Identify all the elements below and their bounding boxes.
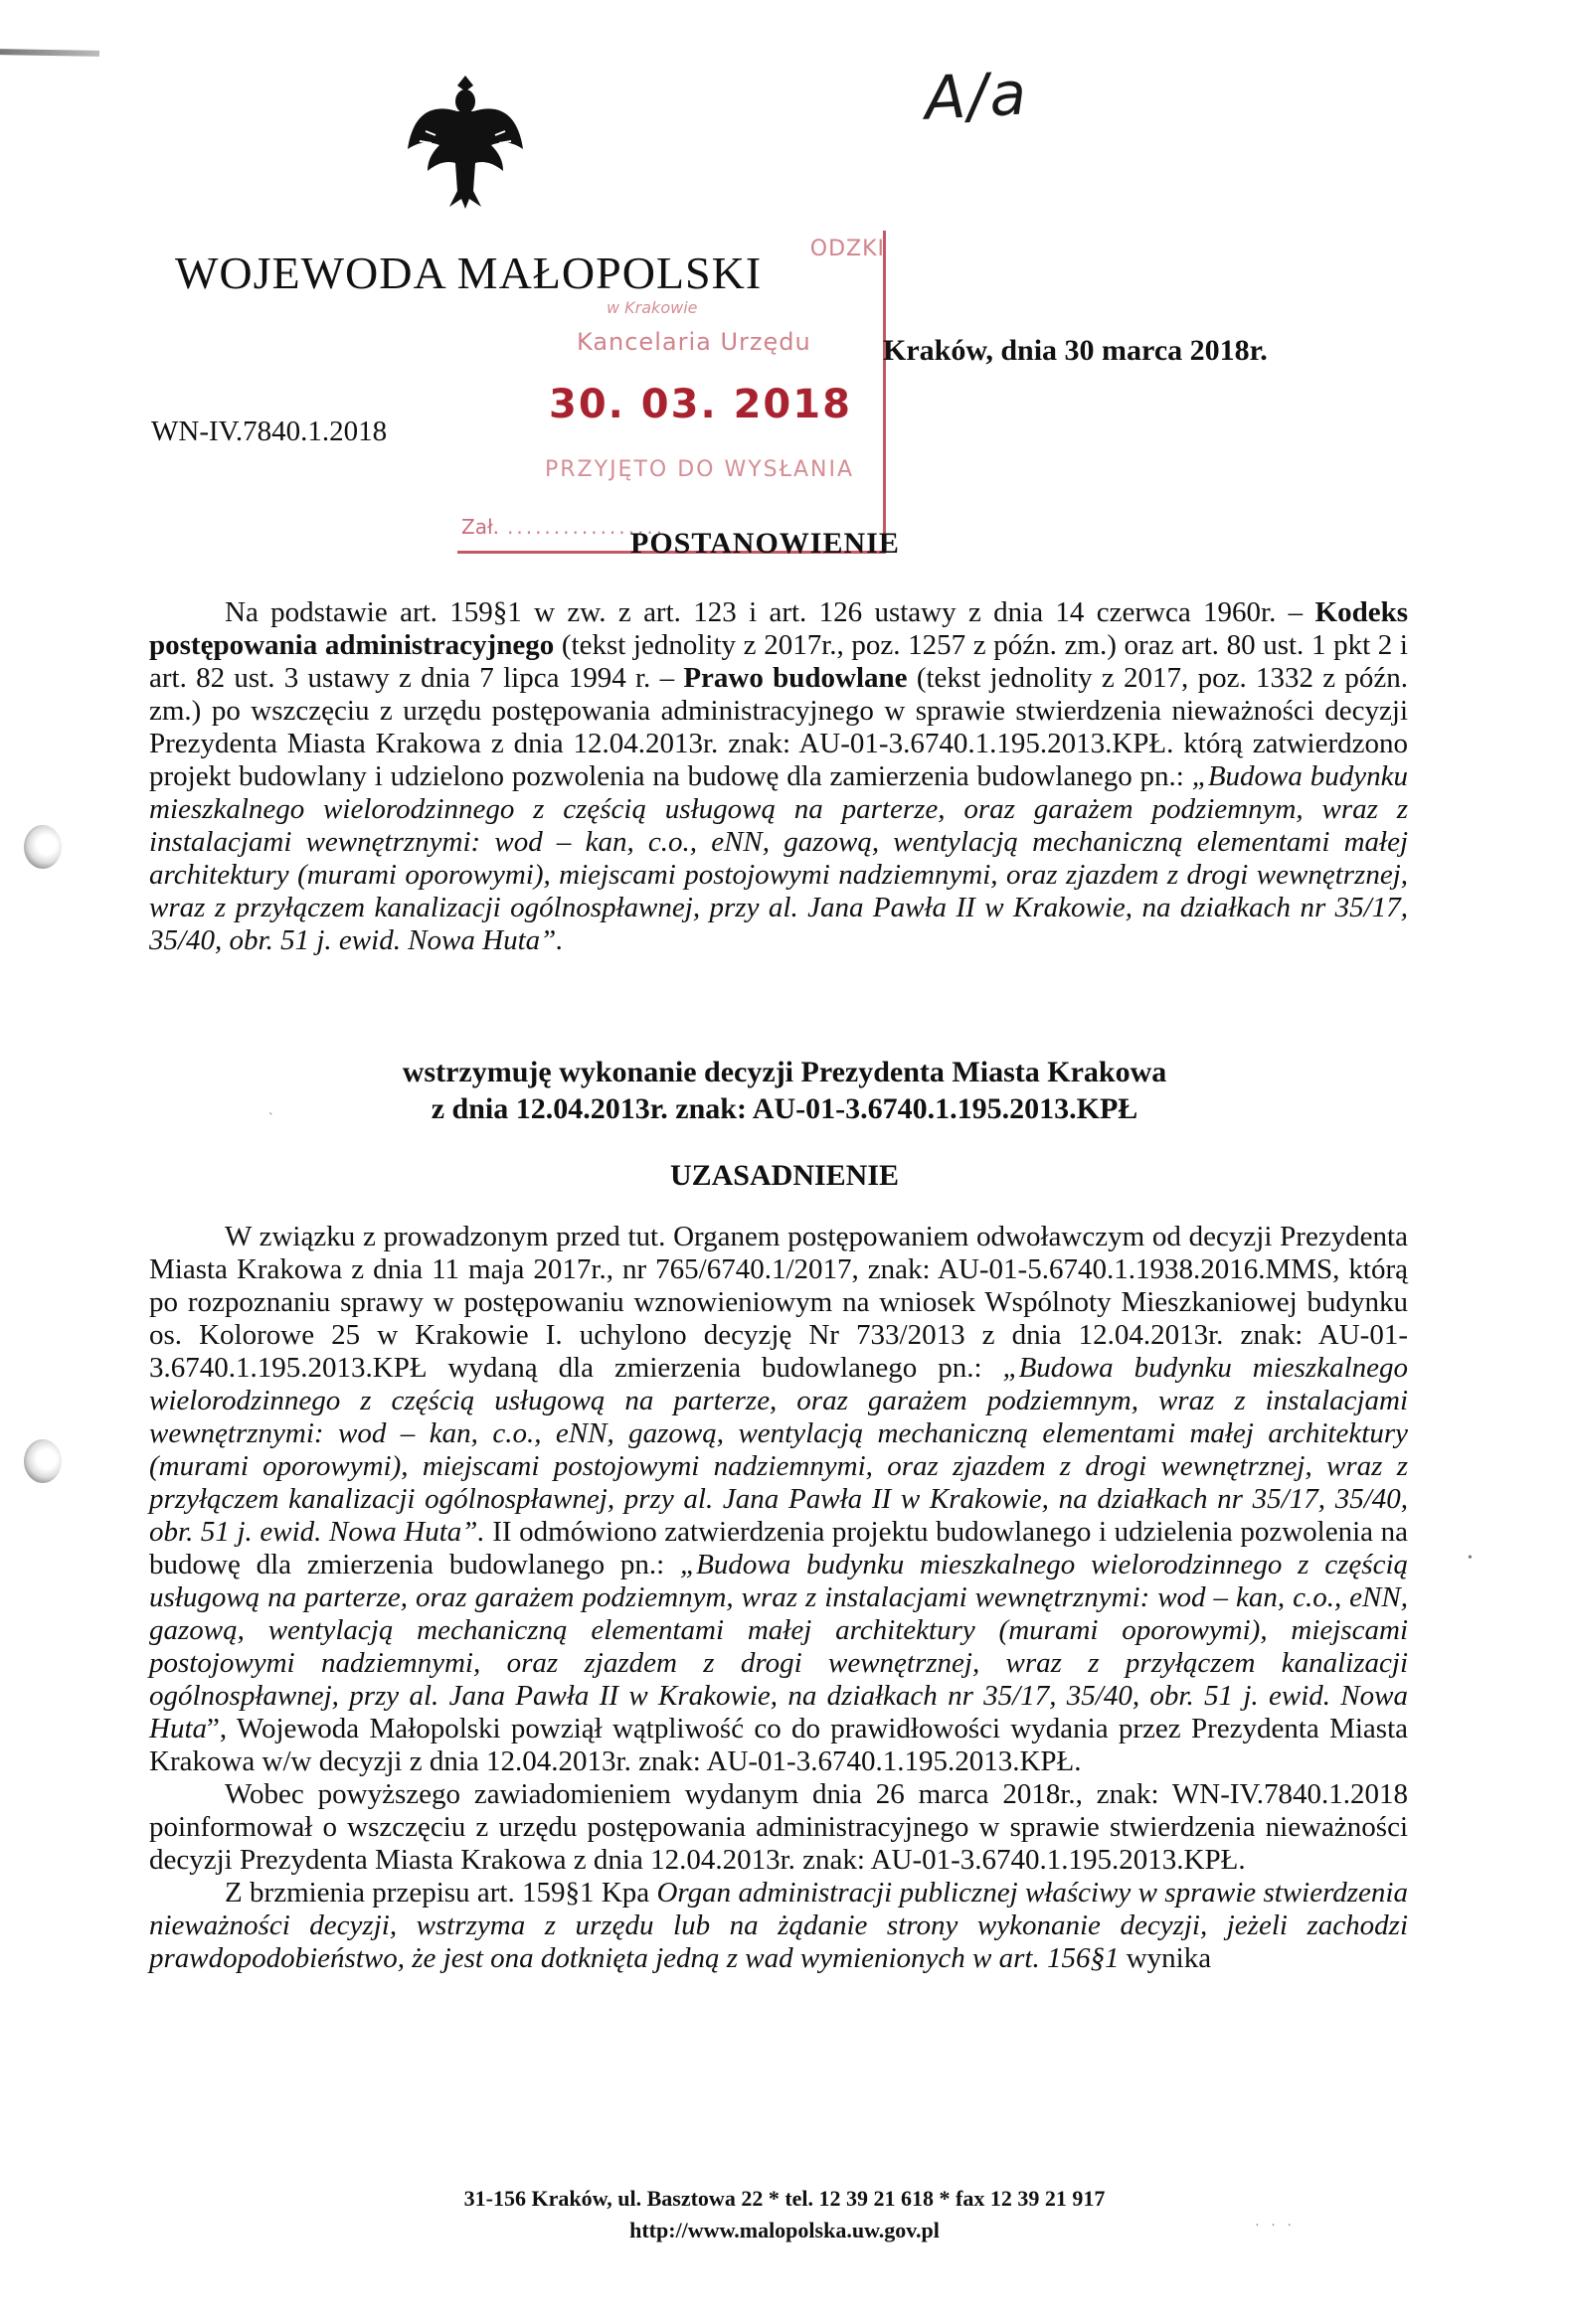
intro-text: Na podstawie art. 159§1 w zw. z art. 123 i art. 126 ustawy z dnia 14 czerwca 1960r. –: [225, 596, 1315, 628]
scan-artifact-line: [0, 49, 99, 57]
place-date: Kraków, dnia 30 marca 2018r.: [883, 334, 1268, 367]
quoted-provision: Organ administracji publicznej właściwy w sprawie stwierdzenia nieważności decyzji, wstrzyma z urzędu lub na żądanie strony wykonanie decyzji, jeżeli zachodzi prawdopodobieństwo, że jest ona dotknięta jedną z wad wymienionych w art. 156§1: [149, 1877, 1408, 1974]
stamp-office: Kancelaria Urzędu: [577, 328, 811, 356]
stamp-dotted-line: .................: [507, 515, 666, 539]
intro-law-name: Prawo budowlane: [683, 662, 908, 694]
intro-kpa-name: Kodeks postępowania administracyjnego: [149, 596, 1408, 661]
paragraph-text: Z brzmienia przepisu art. 159§1 Kpa: [225, 1877, 657, 1909]
registry-stamp: [457, 231, 886, 554]
reference-number: WN-IV.7840.1.2018: [151, 415, 388, 447]
project-name-italic: „Budowa budynku mieszkalnego wielorodzinnego z częścią usługową na parterze, oraz garażem podziemnym, wraz z instalacjami wewnętrznymi: wod – kan, c.o., eNN, gazową, wentylacją mechaniczną elementami małej architektury (murami oporowymi), miejscami postojowymi nadziemnymi, oraz zjazdem z drogi wewnętrznej, wraz z przyłączem kanalizacji ogólnospławnej, przy al. Jana Pawła II w Krakowie, na działkach nr 35/17, 35/40, obr. 51 j. ewid. Nowa Huta: [149, 1549, 1408, 1744]
decision-line: z dnia 12.04.2013r. znak: AU-01-3.6740.1.195.2013.KPŁ: [431, 1092, 1138, 1125]
justification-paragraph: [149, 1221, 1408, 1778]
justification-paragraph: Wobec powyższego zawiadomieniem wydanym dnia 26 marca 2018r., znak: WN-IV.7840.1.2018 poinformował o wszczęciu z urzędu postępowania administracyjnego w sprawie stwierdzenia nieważności decyzji Prezydenta Miasta Krakowa z dnia 12.04.2013r. znak: AU-01-3.6740.1.195.2013.KPŁ.: [149, 1778, 1408, 1876]
stamp-city: w Krakowie: [607, 298, 698, 317]
intro-paragraph: [149, 596, 1408, 957]
document-type-title: POSTANOWIENIE: [630, 527, 900, 560]
decision-line: wstrzymuję wykonanie decyzji Prezydenta Miasta Krakowa: [402, 1056, 1167, 1088]
scan-specks: `: [268, 1111, 277, 1126]
stamp-attachment-label: Zał.: [461, 515, 499, 539]
scan-specks: •: [1468, 1551, 1477, 1566]
handwritten-mark: A/a: [923, 59, 1030, 134]
intro-project-name: „Budowa budynku mieszkalnego wielorodzinnego z częścią usługową na parterze, oraz garażem podziemnym, wraz z instalacjami wewnętrznymi: wod – kan, c.o., eNN, gazową, wentylacją mechaniczną elementami małej architektury (murami oporowymi), miejscami postojowymi nadziemnymi, oraz zjazdem z drogi wewnętrznej, wraz z przyłączem kanalizacji ogólnospławnej, przy al. Jana Pawła II w Krakowie, na działkach nr 35/17, 35/40, obr. 51 j. ewid. Nowa Huta”.: [149, 760, 1409, 956]
footer: [0, 2183, 1569, 2246]
project-name-italic: „Budowa budynku mieszkalnego wielorodzinnego z częścią usługową na parterze, oraz garażem podziemnym, wraz z instalacjami wewnętrznymi: wod – kan, c.o., eNN, gazową, wentylacją mechaniczną elementami małej architektury (murami oporowymi), miejscami postojowymi nadziemnymi, oraz zjazdem z drogi wewnętrznej, wraz z przyłączem kanalizacji ogólnospławnej, przy al. Jana Pawła II w Krakowie, na działkach nr 35/17, 35/40, obr. 51 j. ewid. Nowa Huta”.: [149, 1352, 1408, 1548]
punch-hole: [24, 825, 62, 869]
justification-body: [149, 1221, 1408, 1975]
eagle-emblem-icon: [406, 72, 525, 211]
justification-heading: UZASADNIENIE: [669, 1159, 900, 1192]
paragraph-text: ”, Wojewoda Małopolski powziął wątpliwość co do prawidłowości wydania przez Prezydenta Miasta Krakowa w/w decyzji z dnia 12.04.2013r. znak: AU-01-3.6740.1.195.2013.KPŁ.: [149, 1713, 1408, 1777]
stamp-date: 30. 03. 2018: [549, 382, 852, 427]
punch-hole: [24, 1439, 62, 1483]
scan-specks: · · ·: [1255, 2219, 1296, 2234]
stamp-status: PRZYJĘTO DO WYSŁANIA: [545, 457, 855, 482]
footer-website: http://www.malopolska.uw.gov.pl: [629, 2218, 940, 2242]
justification-paragraph: [149, 1877, 1408, 1975]
authority-name: WOJEWODA MAŁOPOLSKI: [175, 248, 763, 298]
paragraph-text: W związku z prowadzonym przed tut. Organem postępowaniem odwoławczym od decyzji Prezydenta Miasta Krakowa z dnia 11 maja 2017r., nr 765/6740.1/2017, znak: AU-01-5.6740.1.1938.2016.MMS, którą po rozpoznaniu sprawy w postępowaniu wznowieniowym na wniosek Wspólnoty Mieszkaniowej budynku os. Kolorowe 25 w Krakowie I. uchylono decyzję Nr 733/2013 z dnia 12.04.2013r. znak: AU-01-3.6740.1.195.2013.KPŁ wydaną dla zmierzenia budowlanego pn.:: [149, 1221, 1408, 1384]
footer-address: 31-156 Kraków, ul. Basztowa 22 * tel. 12 39 21 618 * fax 12 39 21 917: [463, 2186, 1106, 2211]
intro-text: (tekst jednolity z 2017r., poz. 1257 z późn. zm.) oraz art. 80 ust. 1 pkt 2 i art. 82 ust. 3 ustawy z dnia 7 lipca 1994 r. –: [149, 629, 1408, 694]
intro-text: (tekst jednolity z 2017, poz. 1332 z późn. zm.) po wszczęciu z urzędu postępowania administracyjnego w sprawie stwierdzenia nieważności decyzji Prezydenta Miasta Krakowa z dnia 12.04.2013r. znak: AU-01-3.6740.1.195.2013.KPŁ. którą zatwierdzono projekt budowlany i udzielono pozwolenia na budowę dla zamierzenia budowlanego pn.:: [149, 662, 1409, 792]
paragraph-text: II odmówiono zatwierdzenia projektu budowlanego i udzielenia pozwolenia na budowę dla zmierzenia budowlanego pn.:: [149, 1516, 1408, 1580]
paragraph-text: wynika: [1119, 1942, 1212, 1974]
decision-statement: [0, 1054, 1569, 1127]
stamp-top-text: ODZKI: [809, 237, 885, 261]
